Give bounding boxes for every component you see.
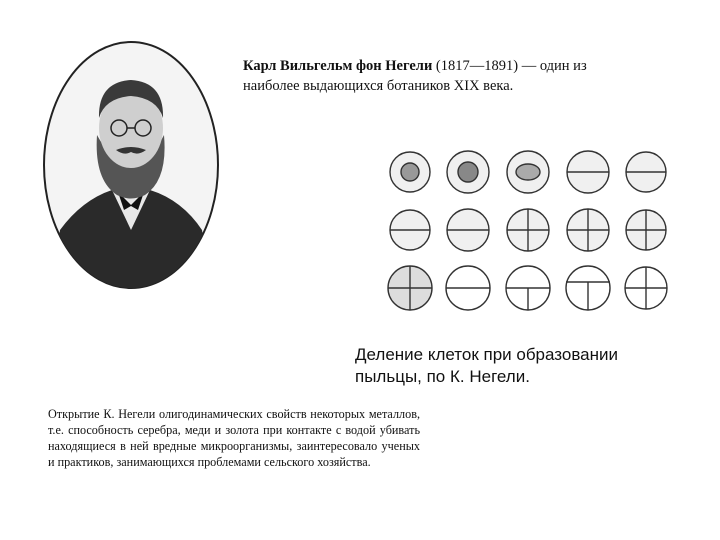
scientist-details: (1817—1891) — один из наиболее выдающихся ботаников XIX века. [243, 58, 587, 94]
body-paragraph: Открытие К. Негели олигодинамических свойств некоторых металлов, т.е. способность серебра, меди и золота при контакте с водой убивать находящиеся в ней вредные микроорганизмы, заинтересовало ученых и практиков, занимающихся проблемами сельского хозяйства. [48, 407, 420, 469]
figure-caption: Деление клеток при образовании пыльцы, по К. Негели. [355, 345, 619, 386]
scientist-name: Карл Вильгельм фон Негели [243, 58, 433, 74]
portrait-image [42, 40, 220, 290]
portrait-caption [243, 56, 643, 96]
cell-division-illustration [378, 142, 678, 322]
